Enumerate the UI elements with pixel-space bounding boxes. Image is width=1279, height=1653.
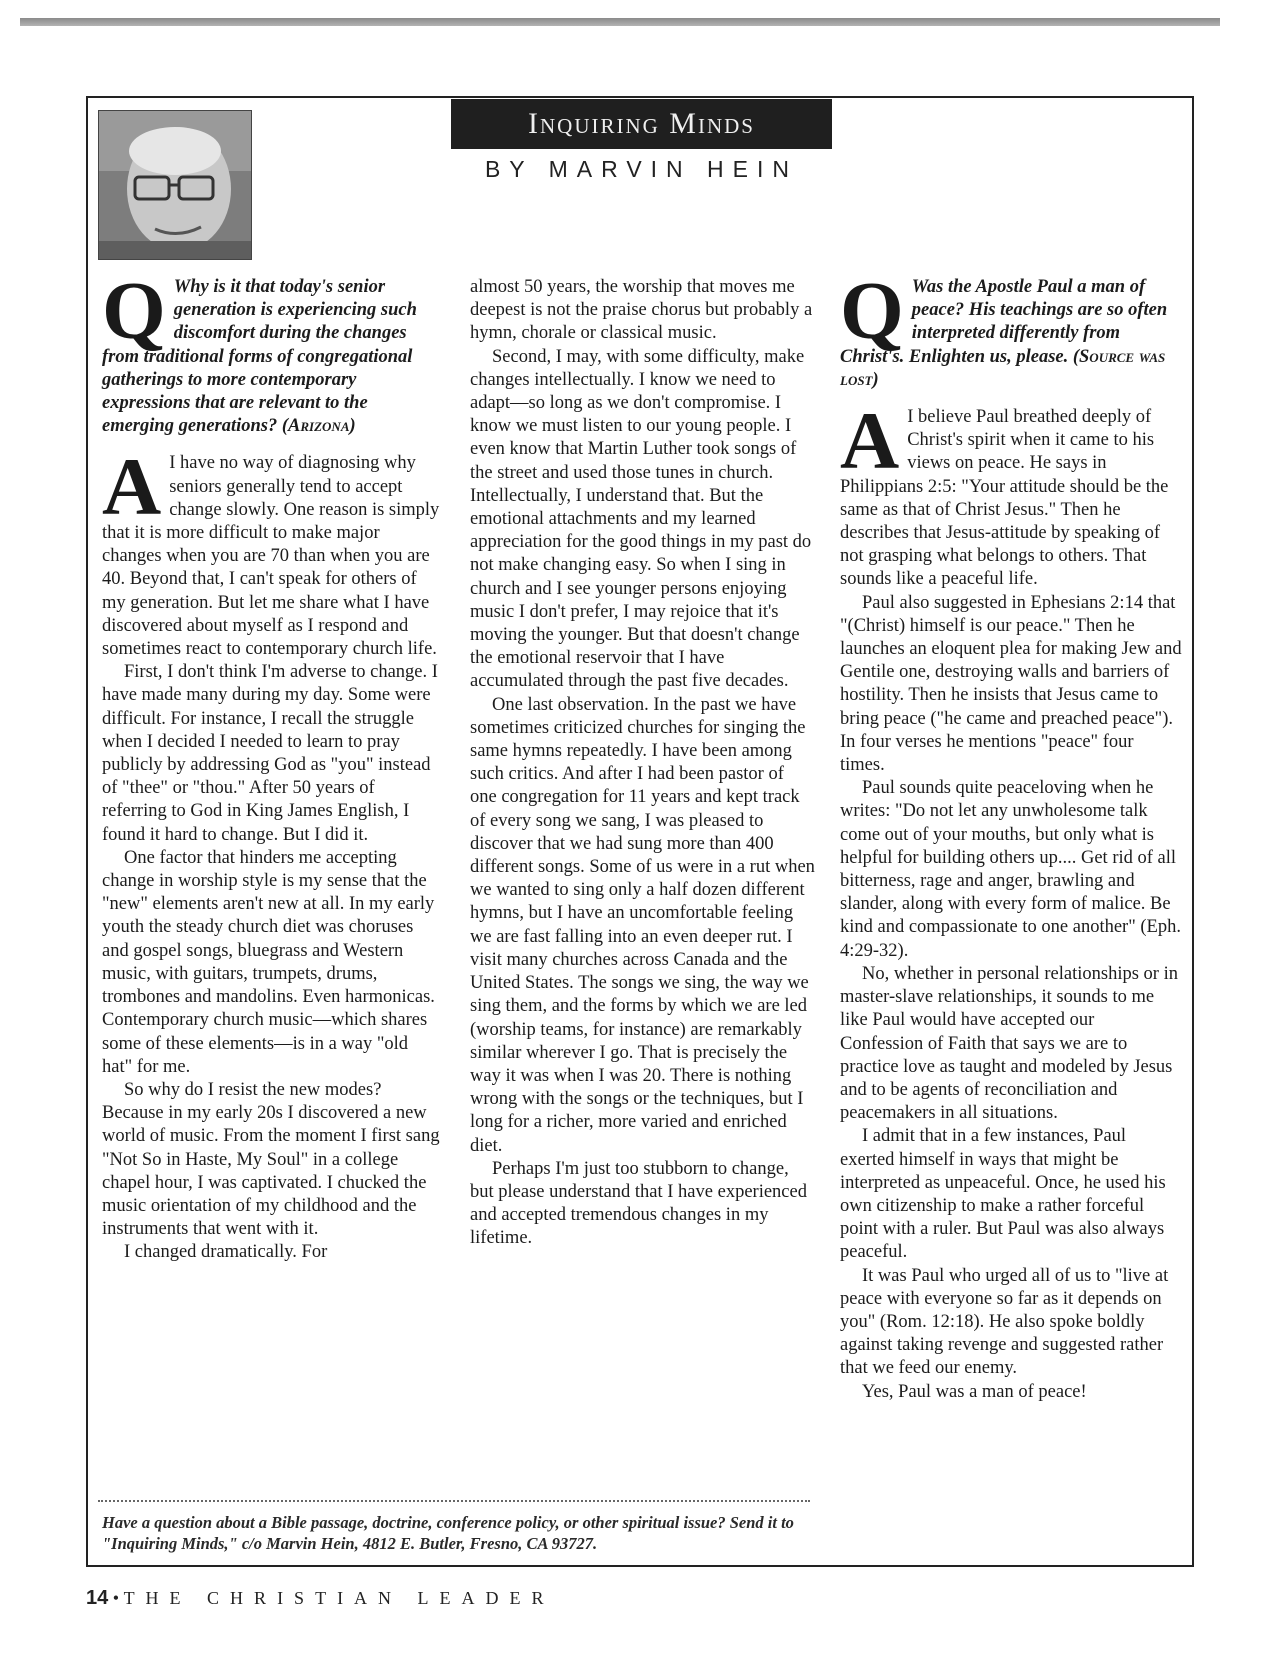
paragraph: One factor that hinders me accepting change in worship style is my sense that the "new" elements aren't new at all. In my early youth the steady church diet was choruses and gospel songs, bluegrass and Western music, with guitars, trumpets, drums, trombones and mandolins. Even harmonicas. Contemporary church music—which shares some of these elements—is in a way "old hat" for me.: [102, 847, 435, 1077]
page-footer: [86, 1587, 555, 1610]
paragraph: One last observation. In the past we have sometimes criticized churches for singing the same hymns repeatedly. I have been among such critics. And after I had been pastor of one congregation for 11 years and kept track of every song we sang, I was pleased to discover that we had sung more than 400 different songs. Some of us were in a rut when we wanted to sing only a half dozen different hymns, but I have an uncomfortable feeling we are fast falling into an even deeper rut. I visit many churches across Canada and the United States. The songs we sing, the way we sing them, and the forms by which we are led (worship teams, for instance) are remarkably similar wherever I go. That is precisely the way it was when I was 20. There is nothing wrong with the songs or the techniques, but I long for a richer, more varied and enriched diet.: [470, 694, 815, 1156]
question-1: Q Why is it that today's senior generation is experiencing such discomfort during the changes from traditional forms of congregational gatherings to more contemporary expressions that are relevant to the emerging generations? (Arizona): [102, 265, 417, 437]
drop-cap-q: Q: [840, 265, 904, 356]
footnote-divider: [98, 1500, 810, 1502]
middle-column: [470, 276, 815, 1251]
drop-cap-a: A: [840, 395, 900, 487]
paragraph: Second, I may, with some difficulty, make changes intellectually. I know we need to adapt—so long as we don't compromise. I know we must listen to our young people. I even know that Martin Luther took songs of the street and used those tunes in church. Intellectually, I understand that. But the emotional attachments and my learned appreciation for the good things in my past do not make changing easy. So when I sing in church and I see younger persons enjoying music I don't prefer, I may rejoice that it's moving the younger. But that doesn't change the emotional reservoir that I have accumulated through the past five decades.: [470, 346, 812, 692]
answer-1-lead: A I have no way of diagnosing why seniors generally tend to accept change slowly. One reason is simply that it is more difficult to make major changes when you are 70 than when you are 40. Beyond that, I can't speak for others of my generation. But let me share what I have discovered about myself as I respond and sometimes react to contemporary church life.: [102, 441, 440, 660]
paragraph: It was Paul who urged all of us to "live at peace with everyone so far as it depends on you" (Rom. 12:18). He also spoke boldly against taking revenge and suggested rather that we feed our enemy.: [840, 1265, 1169, 1379]
drop-cap-q: Q: [102, 265, 166, 356]
question-source: (Arizona): [281, 416, 356, 437]
right-column: [840, 265, 1182, 1404]
paragraph: I changed dramatically. For: [124, 1242, 328, 1263]
column-banner: Inquiring Minds: [451, 99, 832, 149]
question-source: (Source was lost): [840, 346, 1166, 390]
paragraph: Yes, Paul was a man of peace!: [862, 1381, 1087, 1402]
page-number: 14: [86, 1587, 109, 1609]
byline: BY MARVIN HEIN: [484, 156, 799, 182]
paragraph: First, I don't think I'm adverse to change. I have made many during my day. Some were difficult. For instance, I recall the struggle when I decided I needed to learn to pray publicly by addressing God as "you" instead of "thee" or "thou." After 50 years of referring to God in King James English, I found it hard to change. But I did it.: [102, 662, 438, 845]
question-2: Q Was the Apostle Paul a man of peace? His teachings are so often interpreted differently from Christ's. Enlighten us, please. (Source was lost): [840, 265, 1168, 390]
paragraph: So why do I resist the new modes? Because in my early 20s I discovered a new world of music. From the moment I first sang "Not So in Haste, My Soul" in a college chapel hour, I was captivated. I chucked the music orientation of my childhood and the instruments that went with it.: [102, 1079, 440, 1240]
paragraph: almost 50 years, the worship that moves me deepest is not the praise chorus but probably a hymn, chorale or classical music.: [470, 277, 813, 344]
top-rule: [20, 18, 1220, 26]
paragraph: Paul also suggested in Ephesians 2:14 that "(Christ) himself is our peace." Then he launches an eloquent plea for making Jew and Gentile one, destroying walls and barriers of hostility. Then he insists that Jesus came to bring peace ("he came and preached peace"). In four verses he mentions "peace" four times.: [840, 592, 1182, 776]
answer-2-lead: A I believe Paul breathed deeply of Christ's spirit when it came to his views on peace. He says in Philippians 2:5: "Your attitude should be the same as that of Christ Jesus." Then he describes that Jesus-attitude by speaking of not grasping what belongs to others. That sounds like a peaceful life.: [840, 395, 1169, 590]
left-column: [102, 265, 442, 1265]
footer-separator: •: [112, 1588, 120, 1608]
paragraph: Perhaps I'm just too stubborn to change, but please understand that I have experienced and accepted tremendous changes in my lifetime.: [470, 1158, 807, 1249]
footnote: Have a question about a Bible passage, doctrine, conference policy, or other spiritual issue? Send it to "Inquiring Minds," c/o Marvin Hein, 4812 E. Butler, Fresno, CA 93727.: [102, 1513, 794, 1553]
drop-cap-a: A: [102, 441, 162, 533]
magazine-name: THE CHRISTIAN LEADER: [123, 1588, 555, 1608]
paragraph: No, whether in personal relationships or in master-slave relationships, it sounds to me like Paul would have accepted our Confession of Faith that says we are to practice love as taught and modeled by Jesus and to be agents of reconciliation and peacemakers in all situations.: [840, 963, 1178, 1124]
paragraph: I admit that in a few instances, Paul exerted himself in ways that might be interpreted as unpeaceful. Once, he used his own citizenship to make a rather forceful point with a ruler. But Paul was also always peaceful.: [840, 1126, 1166, 1263]
author-photo: [98, 110, 252, 260]
paragraph: Paul sounds quite peaceloving when he writes: "Do not let any unwholesome talk come out of your mouths, but only what is helpful for building others up.... Get rid of all bitterness, rage and anger, brawling and slander, along with every form of malice. Be kind and compassionate to one another" (Eph. 4:29-32).: [840, 778, 1181, 961]
